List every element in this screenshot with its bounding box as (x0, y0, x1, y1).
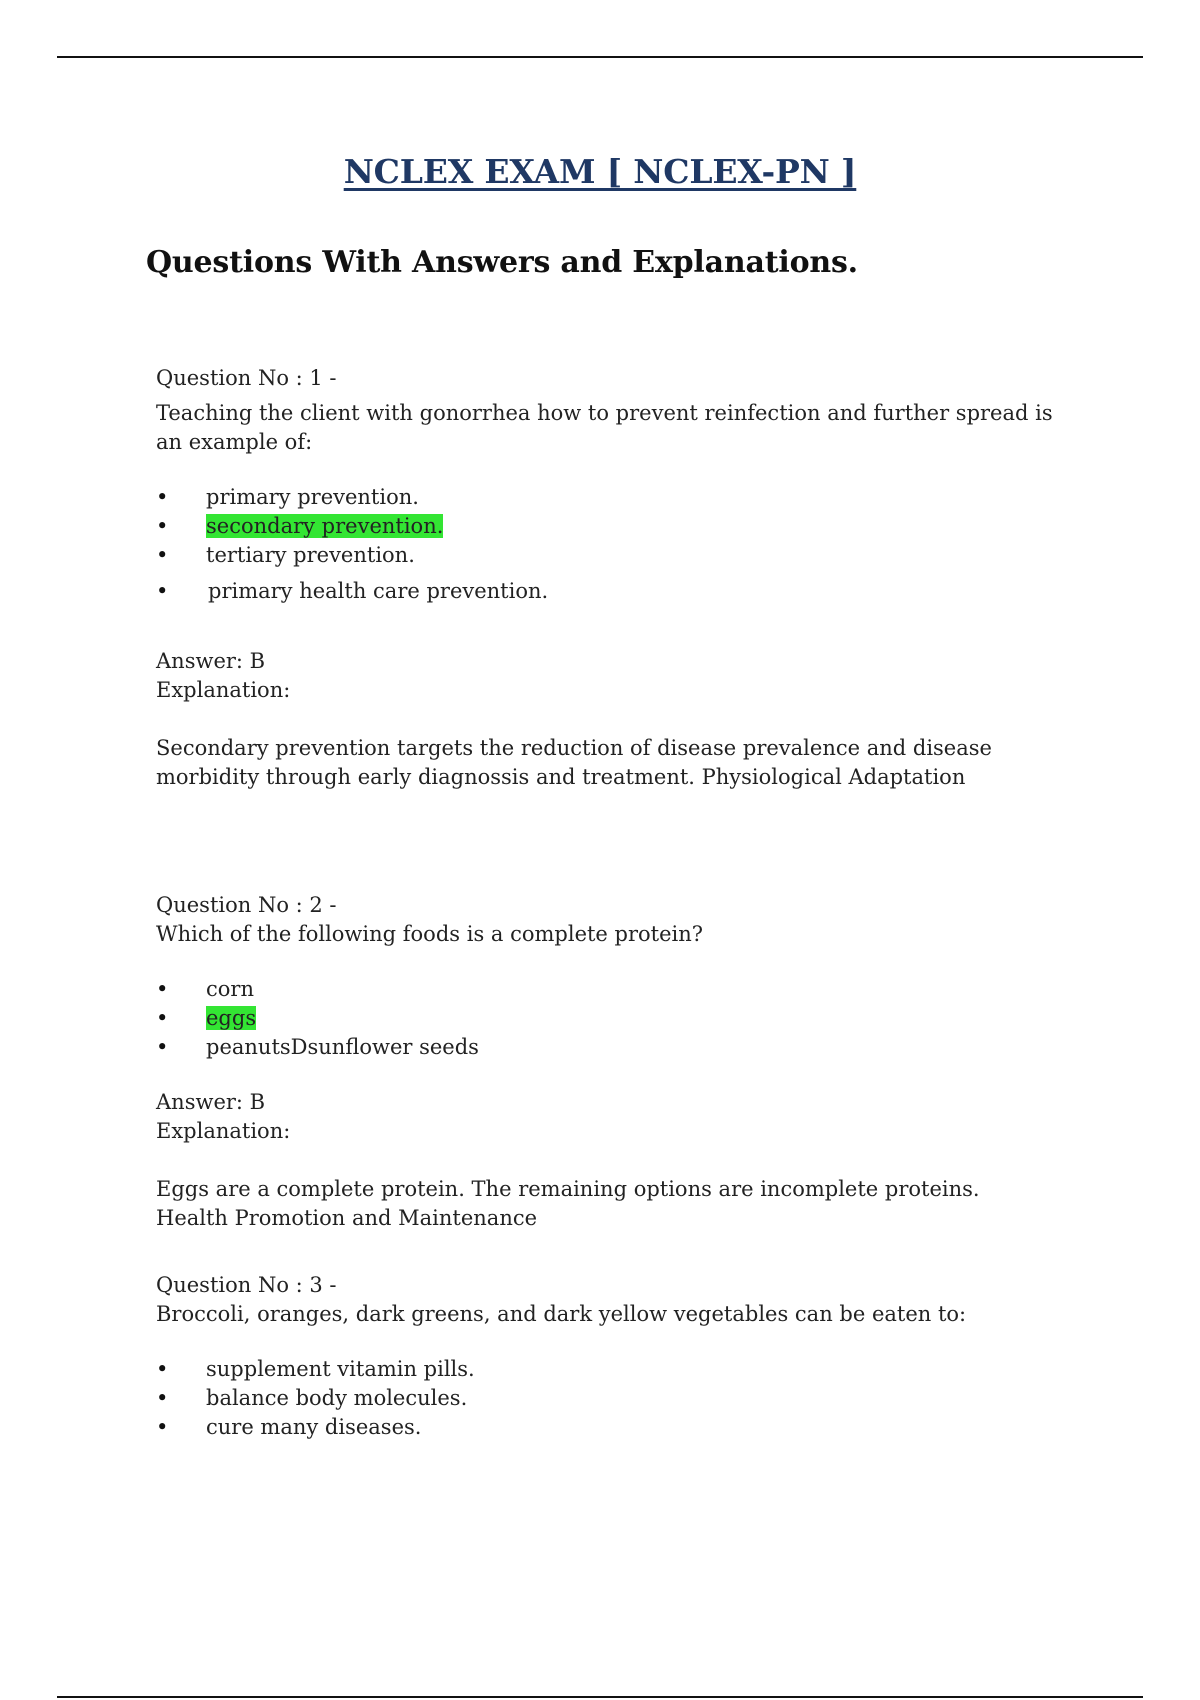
option-item (156, 1355, 1056, 1384)
top-rule (57, 56, 1143, 58)
question-2 (156, 891, 1056, 1233)
bottom-rule (57, 1696, 1143, 1698)
document-subtitle: Questions With Answers and Explanations. (146, 245, 858, 280)
option-label: supplement vitamin pills. (206, 1357, 475, 1381)
option-label: peanutsDsunflower seeds (206, 1035, 479, 1059)
option-item (156, 1033, 1056, 1062)
option-item (156, 483, 1056, 512)
option-item (156, 1384, 1056, 1413)
option-item (156, 1004, 1056, 1033)
explanation-text: Secondary prevention targets the reduction of disease prevalence and disease morbidity through early diagnossis and treatment. Physiological Adaptation (156, 736, 992, 789)
question-number: Question No : 3 - (156, 1273, 337, 1297)
question-3 (156, 1271, 1056, 1442)
option-item (156, 1413, 1056, 1442)
explanation-text: Eggs are a complete protein. The remaining options are incomplete proteins. Health Promotion and Maintenance (156, 1177, 980, 1230)
option-list (156, 1355, 1056, 1442)
question-number: Question No : 2 - (156, 893, 337, 917)
option-item (156, 512, 1056, 541)
answer-line: Answer: B (156, 1090, 266, 1114)
option-label: primary prevention. (206, 485, 419, 509)
option-label-highlighted: secondary prevention. (206, 514, 444, 538)
option-item (156, 975, 1056, 1004)
document-title: NCLEX EXAM [ NCLEX-PN ] (343, 152, 857, 191)
answer-line: Answer: B (156, 649, 266, 673)
option-list (156, 483, 1056, 613)
option-label: cure many diseases. (206, 1415, 422, 1439)
option-label: primary health care prevention. (208, 579, 549, 603)
question-1 (156, 364, 1056, 792)
option-label: corn (206, 977, 254, 1001)
option-item (156, 541, 1056, 570)
explanation-label: Explanation: (156, 678, 291, 702)
option-item (156, 570, 1056, 613)
question-number: Question No : 1 - (156, 366, 337, 390)
question-text: Teaching the client with gonorrhea how to prevent reinfection and further spread is an example of: (156, 401, 1053, 454)
option-list (156, 975, 1056, 1062)
question-text: Broccoli, oranges, dark greens, and dark yellow vegetables can be eaten to: (156, 1302, 967, 1326)
option-label-highlighted: eggs (206, 1006, 257, 1030)
option-label: balance body molecules. (206, 1386, 468, 1410)
question-text: Which of the following foods is a complete protein? (156, 922, 704, 946)
explanation-label: Explanation: (156, 1119, 291, 1143)
option-label: tertiary prevention. (206, 543, 415, 567)
